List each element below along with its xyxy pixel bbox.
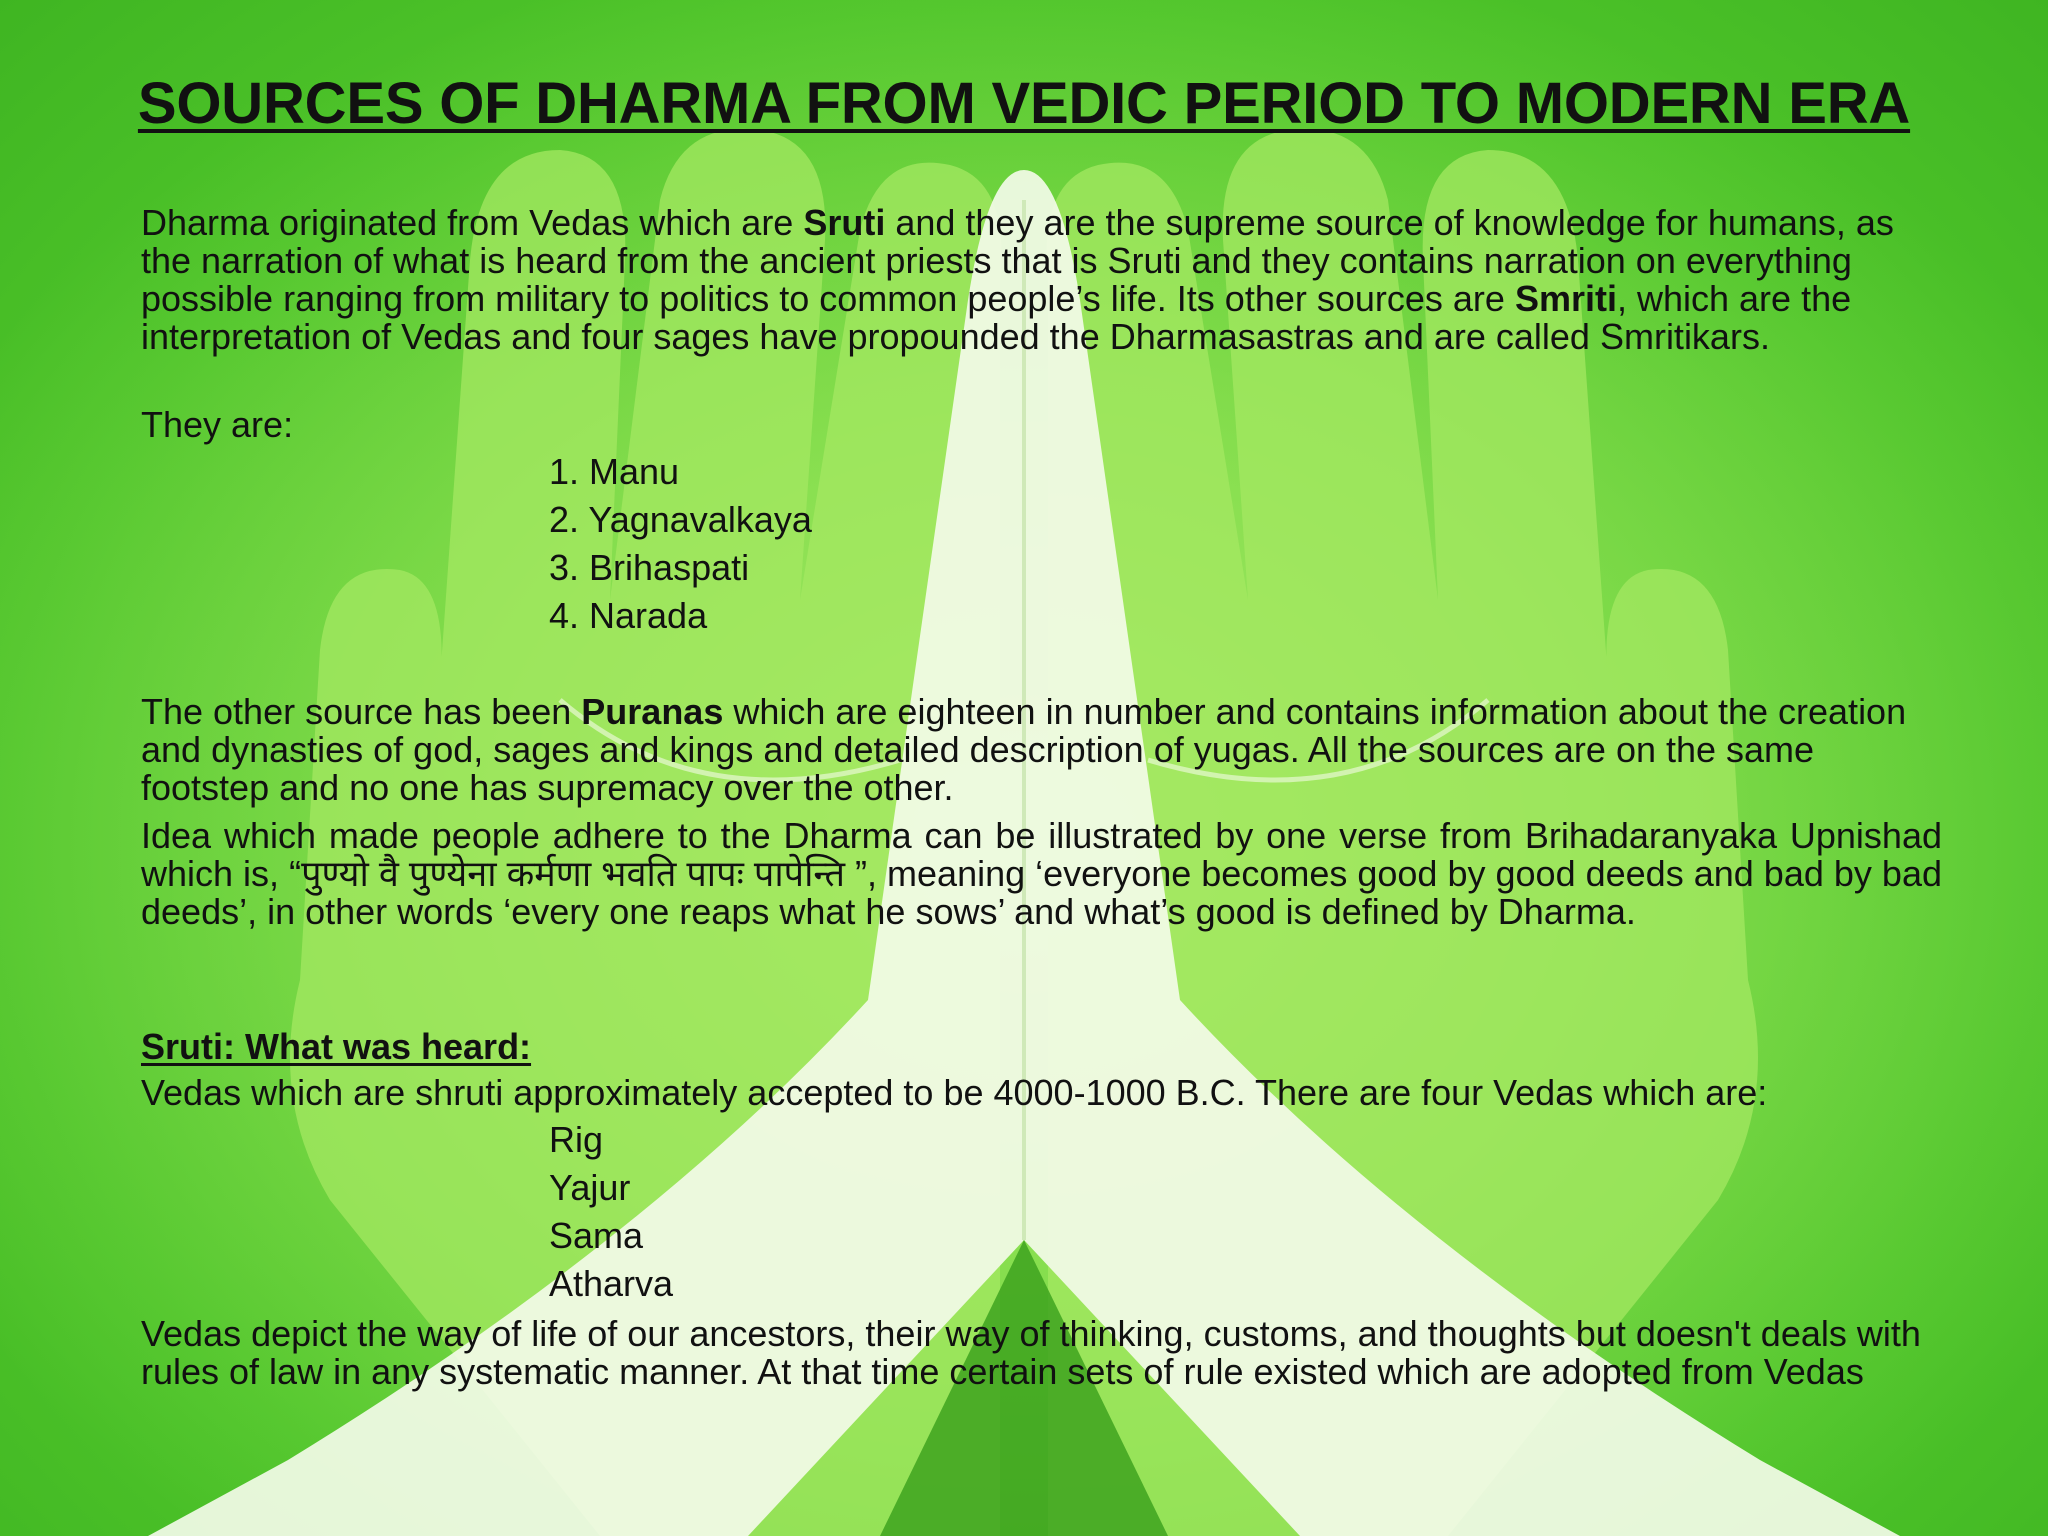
idea-paragraph: Idea which made people adhere to the Dharma can be illustrated by one verse from Brihadaranyaka Upnishad which is, “पुण्यो वै पुण्येना कर्मणा भवति पापः पापेन्ति ”, meaning ‘everyone becomes good by good deeds and bad by bad deeds’, in other words ‘every one reaps what he sows’ and what’s good is defined by Dharma. (141, 815, 1942, 932)
list-item: 3. Brihaspati (549, 547, 750, 588)
list-item: 4. Narada (549, 595, 708, 636)
list-item: 2. Yagnavalkaya (549, 499, 812, 540)
puranas-text-1: The other source has been (141, 691, 582, 732)
smritikars-list (549, 448, 812, 640)
puranas-paragraph (141, 693, 1941, 807)
vedas-closing-paragraph: Vedas depict the way of life of our ancestors, their way of thinking, customs, and thoughts but doesn't deals with rules of law in any systematic manner. At that time certain sets of rule existed which are adopted from Vedas (141, 1313, 1921, 1392)
intro-paragraph (141, 204, 1941, 356)
puranas-text-2: which are eighteen in number and contains information about the creation and dynasties of god, sages and kings and detailed description of yugas. All the sources are on the same footstep and no one has supremacy over the other. (141, 691, 1907, 808)
vedas-list (549, 1116, 673, 1308)
sruti-heading: Sruti: What was heard: (141, 1026, 532, 1067)
smriti-term: Smriti (1514, 278, 1617, 319)
vedas-intro: Vedas which are shruti approximately accepted to be 4000-1000 B.C. There are four Vedas which are: (141, 1072, 1768, 1113)
intro-text-1: Dharma originated from Vedas which are (141, 202, 804, 243)
intro-text-3: , which are the interpretation of Vedas and four sages have propounded the Dharmasastras and are called Smritikars. (141, 278, 1852, 357)
slide-title: SOURCES OF DHARMA FROM VEDIC PERIOD TO MODERN ERA (137, 71, 1911, 136)
list-item: Atharva (549, 1263, 674, 1304)
list-item: 1. Manu (549, 451, 680, 492)
list-item: Rig (549, 1119, 604, 1160)
list-item: Yajur (549, 1167, 631, 1208)
sruti-term: Sruti (803, 202, 886, 243)
intro-text-2: and they are the supreme source of knowledge for humans, as the narration of what is heard from the ancient priests that is Sruti and they contains narration on everything possible ranging from military to politics to common people’s life. Its other sources are (141, 202, 1894, 319)
list-item: Sama (549, 1215, 644, 1256)
puranas-term: Puranas (581, 691, 724, 732)
they-are-label: They are: (141, 404, 294, 445)
